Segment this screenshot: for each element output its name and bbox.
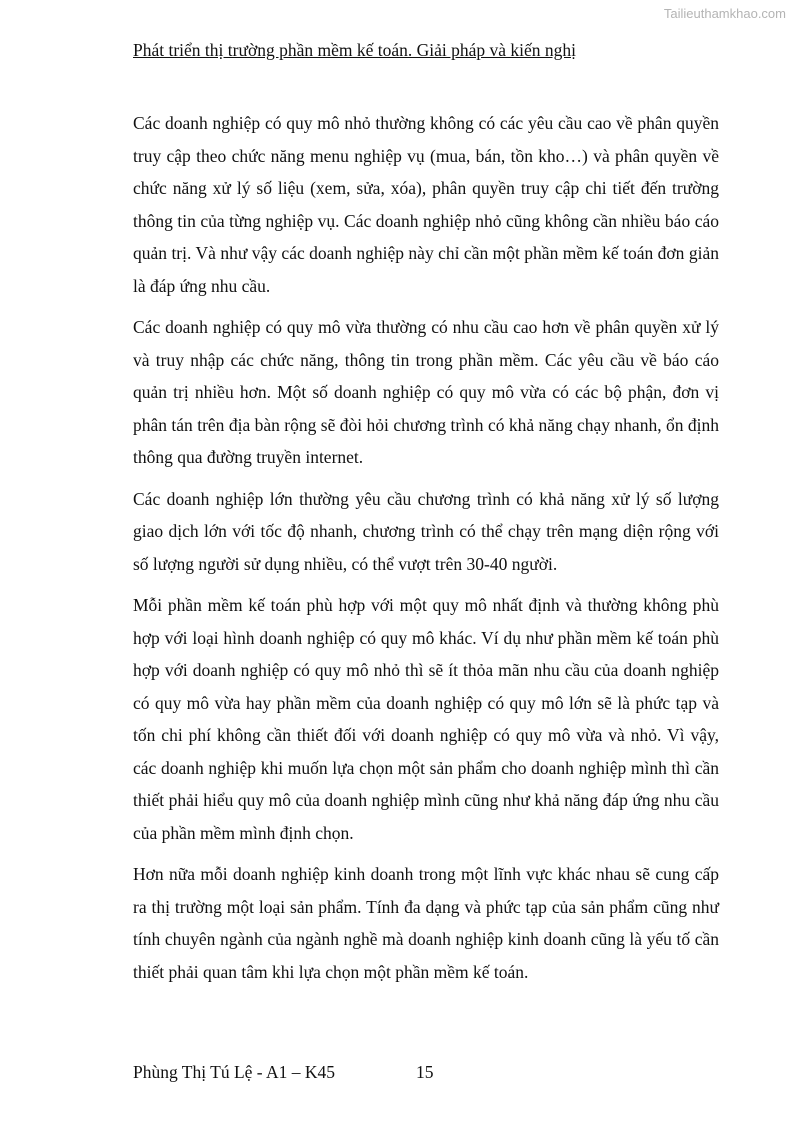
- paragraph-industry-fit: Hơn nữa mỗi doanh nghiệp kinh doanh trong một lĩnh vực khác nhau sẽ cung cấp ra thị trường một loại sản phẩm. Tính đa dạng và phức tạp của sản phẩm cũng như tính chuyên ngành của ngành nghề mà doanh nghiệp kinh doanh cũng là yếu tố cần thiết phải quan tâm khi lựa chọn một phần mềm kế toán.: [133, 864, 719, 982]
- page-header-title: Phát triển thị trường phần mềm kế toán. Giải pháp và kiến nghị: [133, 40, 577, 60]
- paragraph-scale-fit: Mỗi phần mềm kế toán phù hợp với một quy mô nhất định và thường không phù hợp với loại hình doanh nghiệp có quy mô khác. Ví dụ như phần mềm kế toán phù hợp với doanh nghiệp có quy mô nhỏ thì sẽ ít thỏa mãn nhu cầu của doanh nghiệp có quy mô vừa hay phần mềm của doanh nghiệp có quy mô lớn sẽ là phức tạp và tốn chi phí không cần thiết đối với doanh nghiệp có quy mô vừa và nhỏ. Vì vậy, các doanh nghiệp khi muốn lựa chọn một sản phẩm cho doanh nghiệp mình thì cần thiết phải hiểu quy mô của doanh nghiệp mình cũng như khả năng đáp ứng nhu cầu của phần mềm mình định chọn.: [133, 595, 719, 843]
- watermark: Tailieuthamkhao.com: [663, 6, 786, 21]
- footer-author: Phùng Thị Tú Lệ - A1 – K45: [133, 1062, 336, 1082]
- page-number: 15: [416, 1062, 434, 1082]
- paragraph-small-business: Các doanh nghiệp có quy mô nhỏ thường không có các yêu cầu cao về phân quyền truy cập theo chức năng menu nghiệp vụ (mua, bán, tồn kho…) và phân quyền về chức năng xử lý số liệu (xem, sửa, xóa), phân quyền truy cập chi tiết đến trường thông tin của từng nghiệp vụ. Các doanh nghiệp nhỏ cũng không cần nhiều báo cáo quản trị. Và như vậy các doanh nghiệp này chỉ cần một phần mềm kế toán đơn giản là đáp ứng nhu cầu.: [133, 113, 719, 296]
- document-body: [133, 107, 719, 997]
- paragraph-large-business: Các doanh nghiệp lớn thường yêu cầu chương trình có khả năng xử lý số lượng giao dịch lớn với tốc độ nhanh, chương trình có thể chạy trên mạng diện rộng với số lượng người sử dụng nhiều, có thể vượt trên 30-40 người.: [133, 488, 719, 574]
- paragraph-medium-business: Các doanh nghiệp có quy mô vừa thường có nhu cầu cao hơn về phân quyền xử lý và truy nhập các chức năng, thông tin trong phần mềm. Các yêu cầu về báo cáo quản trị nhiều hơn. Một số doanh nghiệp có quy mô vừa có các bộ phận, đơn vị phân tán trên địa bàn rộng sẽ đòi hỏi chương trình có khả năng chạy nhanh, ổn định thông qua đường truyền internet.: [133, 317, 719, 467]
